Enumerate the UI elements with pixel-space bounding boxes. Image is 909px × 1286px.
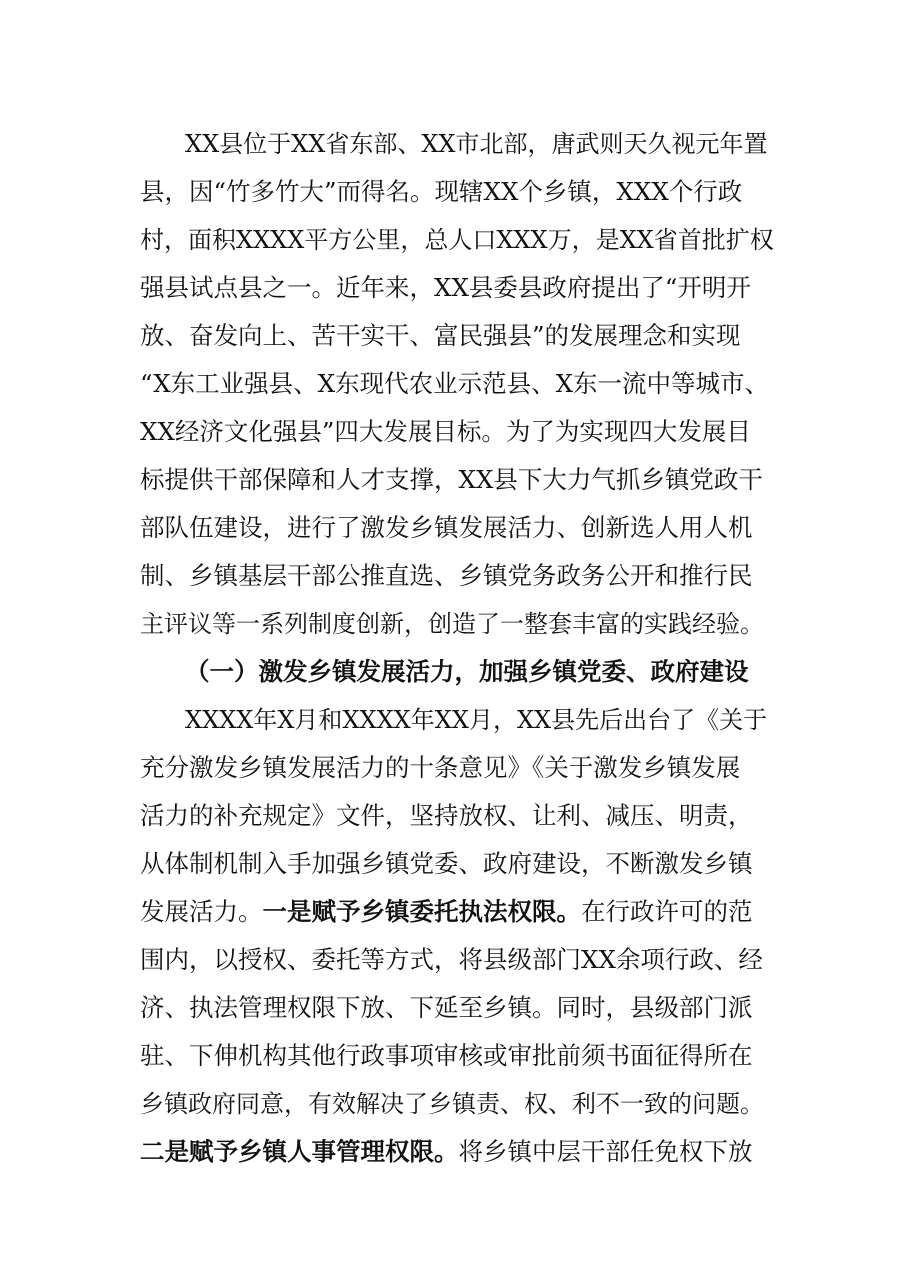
paragraph-line: 济、执法管理权限下放、下延至乡镇。同时，县级部门派 <box>140 993 753 1022</box>
paragraph-line: “X东工业强县、X东现代农业示范县、X东一流中等城市、 <box>140 369 770 398</box>
paragraph-line: 活力的补充规定》文件，坚持放权、让利、减压、明责， <box>140 801 753 830</box>
paragraph-line: 驻、下伸机构其他行政事项审核或审批前须书面征得所在 <box>140 1041 753 1070</box>
line-text: 发展活力。 <box>140 897 263 926</box>
paragraph-line: 乡镇政府同意，有效解决了乡镇责、权、利不一致的问题。 <box>140 1090 764 1118</box>
section-heading: （一）激发乡镇发展活力，加强乡镇党委、政府建设 <box>185 657 749 686</box>
paragraph-line: 县，因“竹多竹大”而得名。现辖XX个乡镇，XXX个行政 <box>140 177 743 206</box>
paragraph-line: 标提供干部保障和人才支撑，XX县下大力气抓乡镇党政干 <box>140 465 763 494</box>
paragraph-line: 村，面积XXXX平方公里，总人口XXX万，是XX省首批扩权 <box>140 226 774 254</box>
bold-lead-text: 一是赋予乡镇委托执法权限。 <box>262 897 581 926</box>
paragraph-line: 从体制机制入手加强乡镇党委、政府建设，不断激发乡镇 <box>140 849 753 878</box>
paragraph-line: 围内，以授权、委托等方式，将县级部门XX余项行政、经 <box>140 945 763 974</box>
paragraph-line: 放、奋发向上、苦干实干、富民强县”的发展理念和实现 <box>140 321 741 350</box>
paragraph-line: 主评议等一系列制度创新，创造了一整套丰富的实践经验。 <box>140 610 764 638</box>
line-text: 在行政许可的范 <box>581 897 753 926</box>
line-text: 将乡镇中层干部任免权下放 <box>458 1137 753 1166</box>
paragraph-line: XX经济文化强县”四大发展目标。为了为实现四大发展目 <box>140 417 751 446</box>
paragraph-line: 部队伍建设，进行了激发乡镇发展活力、创新选人用人机 <box>140 513 753 542</box>
paragraph-line <box>140 894 753 930</box>
paragraph-line: XX县位于XX省东部、XX市北部，唐武则天久视元年置 <box>185 130 768 158</box>
paragraph-line: 制、乡镇基层干部公推直选、乡镇党务政务公开和推行民 <box>140 561 753 590</box>
bold-lead-text: 二是赋予乡镇人事管理权限。 <box>140 1137 459 1166</box>
paragraph-line: XXXX年X月和XXXX年XX月，XX县先后出台了《关于 <box>185 706 768 734</box>
paragraph-line: 充分激发乡镇发展活力的十条意见》《关于激发乡镇发展 <box>140 753 741 782</box>
paragraph-line: 强县试点县之一。近年来，XX县委县政府提出了“开明开 <box>140 273 751 302</box>
paragraph-line <box>140 1134 753 1170</box>
